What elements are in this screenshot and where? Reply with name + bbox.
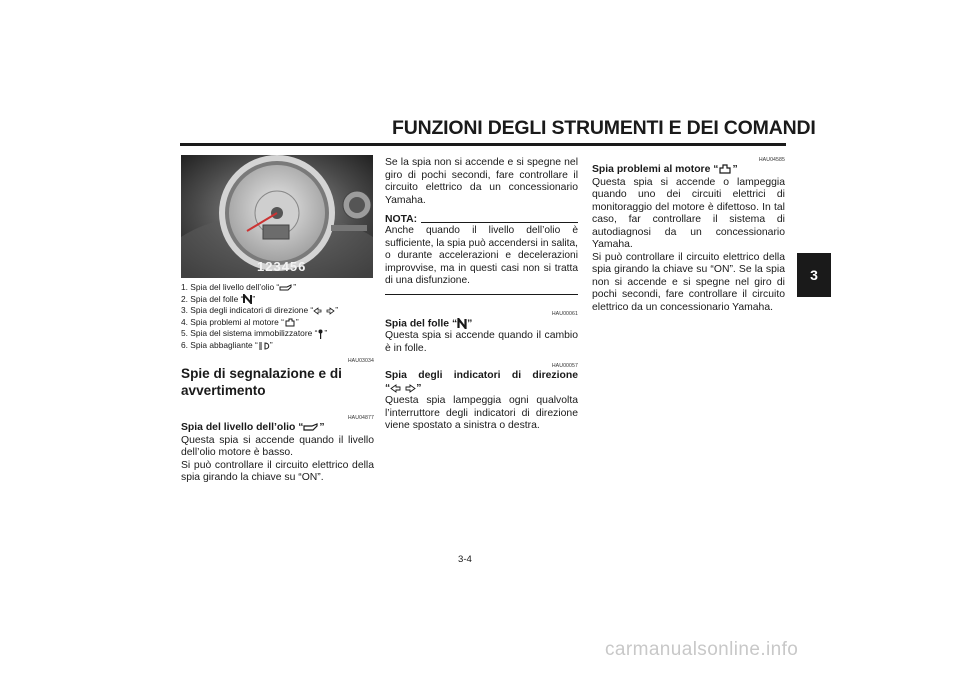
section-code: HAU04585: [758, 157, 785, 163]
section-code: HAU00057: [551, 363, 578, 370]
column-1: [181, 358, 374, 485]
section-code: HAU04877: [347, 415, 374, 421]
paragraph: Questa spia si accende quando il livello dell’olio motore è basso.: [181, 434, 374, 458]
nota-text: Anche quando il livello dell’olio è sufficiente, la spia può accendersi in salita, o durante accelerazioni e decelerazioni improvvise, ma in questi casi non si tratta di una disfunzione.: [385, 225, 578, 286]
paragraph: Questa spia si accende o lampeggia quando uno dei circuiti elettrici di monitoraggio del motore è difettoso. In tal caso, far controllare il sistema di autodiagnosi da un concessionario Yamaha.: [592, 176, 785, 250]
caption-text: 1. Spia del livello dell’olio “: [181, 282, 280, 292]
caption-item-2: 2. Spia del folle “ ”: [181, 293, 256, 304]
figure-caption: [181, 282, 381, 352]
section-code: HAU03034: [347, 358, 374, 364]
nota-header: [385, 214, 578, 225]
oil-can-icon: [303, 423, 319, 432]
high-beam-icon: [258, 342, 270, 350]
subsection-heading-neutral: Spia del folle “ ”: [385, 317, 473, 329]
watermark: carmanualsonline.info: [605, 639, 799, 660]
column-2: [385, 157, 578, 433]
paragraph: Se la spia non si accende e si spegne nel giro di pochi secondi, fare controllare il circuito elettrico da un concessionario Yamaha.: [385, 157, 578, 206]
caption-item-3: 3. Spia degli indicatori di direzione “ ”: [181, 305, 339, 316]
nota-end-rule: [385, 294, 578, 295]
paragraph: Si può controllare il circuito elettrico della spia girando la chiave su “ON”. Se la spia non si accende e si spegne nel giro di pochi secondi, fare controllare il circuito elettrico da un concessionario Yamaha.: [592, 251, 785, 313]
paragraph: Questa spia si accende quando il cambio è in folle.: [385, 330, 578, 354]
subsection-heading-turn-icon: “ ”: [385, 382, 422, 394]
nota-title: NOTA:: [385, 214, 418, 225]
turn-arrows-icon: [390, 384, 416, 393]
paragraph: Questa spia lampeggia ogni qualvolta l’interruttore degli indicatori di direzione viene spostato a sinistra o destra.: [385, 395, 578, 432]
paragraph: Si può controllare il circuito elettrico della spia girando la chiave su “ON”.: [181, 459, 374, 483]
caption-item-6: 6. Spia abbagliante “ ”: [181, 339, 273, 350]
page-number: 3-4: [458, 554, 472, 565]
engine-icon: [284, 318, 296, 327]
callout-numbers: 123456: [257, 259, 307, 274]
caption-item-1: 1. Spia del livello dell’olio “ ”: [181, 282, 297, 292]
caption-item-5: 5. Spia del sistema immobilizzatore “ ”: [181, 328, 328, 339]
subsection-heading-turn: Spia degli indicatori di direzione: [385, 370, 578, 382]
column-3: [592, 157, 785, 314]
nota-rule: [421, 222, 578, 223]
subsection-heading-engine: Spia problemi al motore “ ”: [592, 164, 738, 175]
turn-arrows-icon: [313, 307, 335, 315]
engine-icon: [718, 164, 732, 174]
chapter-tab: 3: [797, 253, 831, 297]
header-rule: [180, 143, 786, 146]
page-header-title: FUNZIONI DEGLI STRUMENTI E DEI COMANDI: [392, 117, 816, 139]
section-heading: Spie di segnalazione e di avvertimento: [181, 366, 342, 398]
oil-can-icon: [279, 284, 293, 292]
subsection-heading-oil: Spia del livello dell’olio “ ”: [181, 422, 325, 433]
caption-item-4: 4. Spia problemi al motore “ ”: [181, 316, 299, 327]
section-code: HAU00061: [551, 310, 578, 317]
instrument-panel-photo: [181, 155, 373, 278]
neutral-n-icon: [457, 318, 467, 329]
